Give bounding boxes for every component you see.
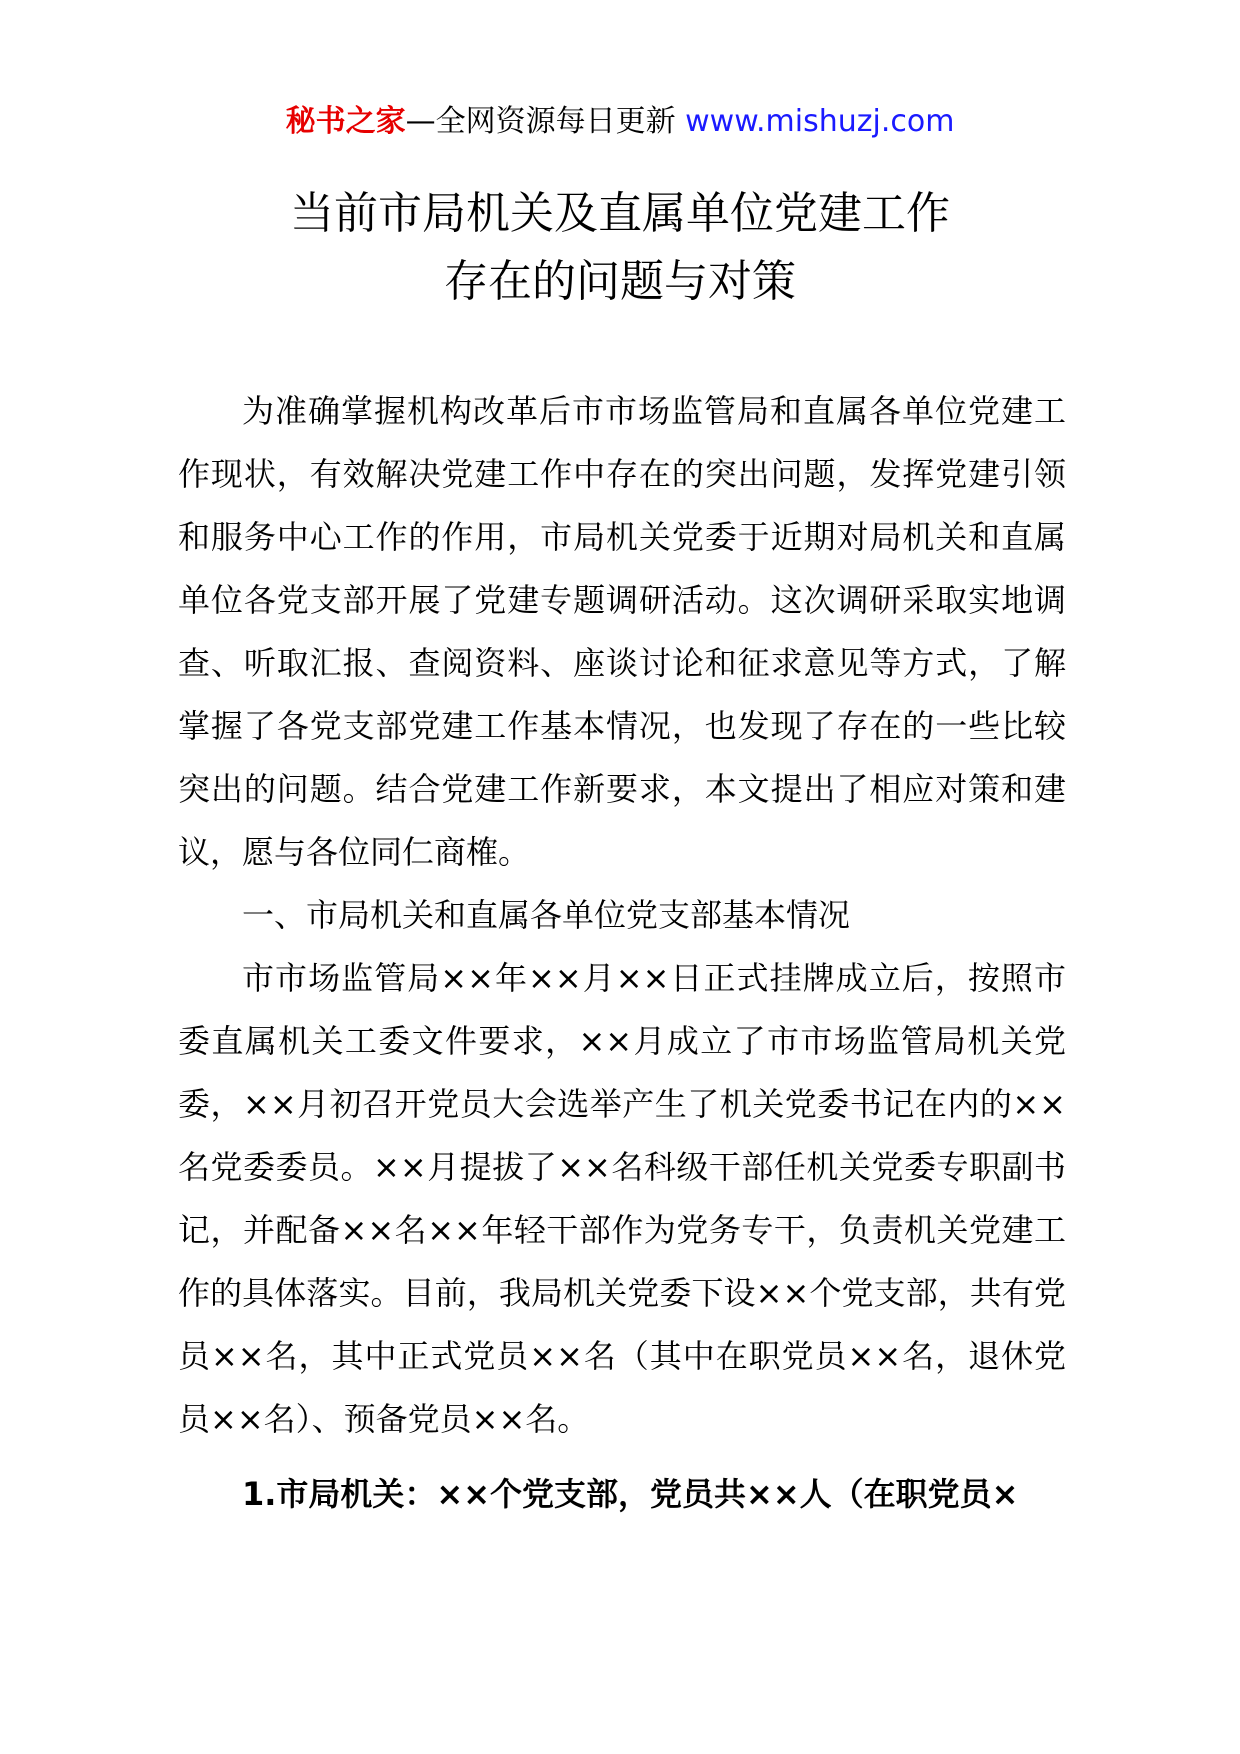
site-tagline: —全网资源每日更新 [405,104,676,139]
section-paragraph: 市市场监管局××年××月××日正式挂牌成立后，按照市委直属机关工委文件要求，××月成立了市市场监管局机关党委，××月初召开党员大会选举产生了机关党委书记在内的××名党委委员。××月提拔了××名科级干部任机关党委专职副书记，并配备××名××年轻干部作为党务专干，负责机关党建工作的具体落实。目前，我局机关党委下设××个党支部，共有党员××名，其中正式党员××名（其中在职党员××名，退休党员××名）、预备党员××名。 [178,959,1066,1438]
site-url-link[interactable]: www.mishuzj.com [685,104,955,139]
title-line-1: 当前市局机关及直属单位党建工作 [290,188,950,239]
intro-paragraph: 为准确掌握机构改革后市市场监管局和直属各单位党建工作现状，有效解决党建工作中存在的突出问题，发挥党建引领和服务中心工作的作用，市局机关党委于近期对局机关和直属单位各党支部开展了党建专题调研活动。这次调研采取实地调查、听取汇报、查阅资料、座谈讨论和征求意见等方式，了解掌握了各党支部党建工作基本情况，也发现了存在的一些比较突出的问题。结合党建工作新要求，本文提出了相应对策和建议，愿与各位同仁商榷。 [178,392,1066,871]
site-banner [0,100,1240,144]
document-title [0,180,1240,316]
list-item-heading: 1.市局机关：××个党支部，党员共××人（在职党员× [242,1475,1019,1513]
section-heading: 一、市局机关和直属各单位党支部基本情况 [242,896,851,934]
site-brand: 秘书之家 [285,104,406,139]
title-line-2: 存在的问题与对策 [444,256,796,307]
document-body [178,380,1066,1526]
